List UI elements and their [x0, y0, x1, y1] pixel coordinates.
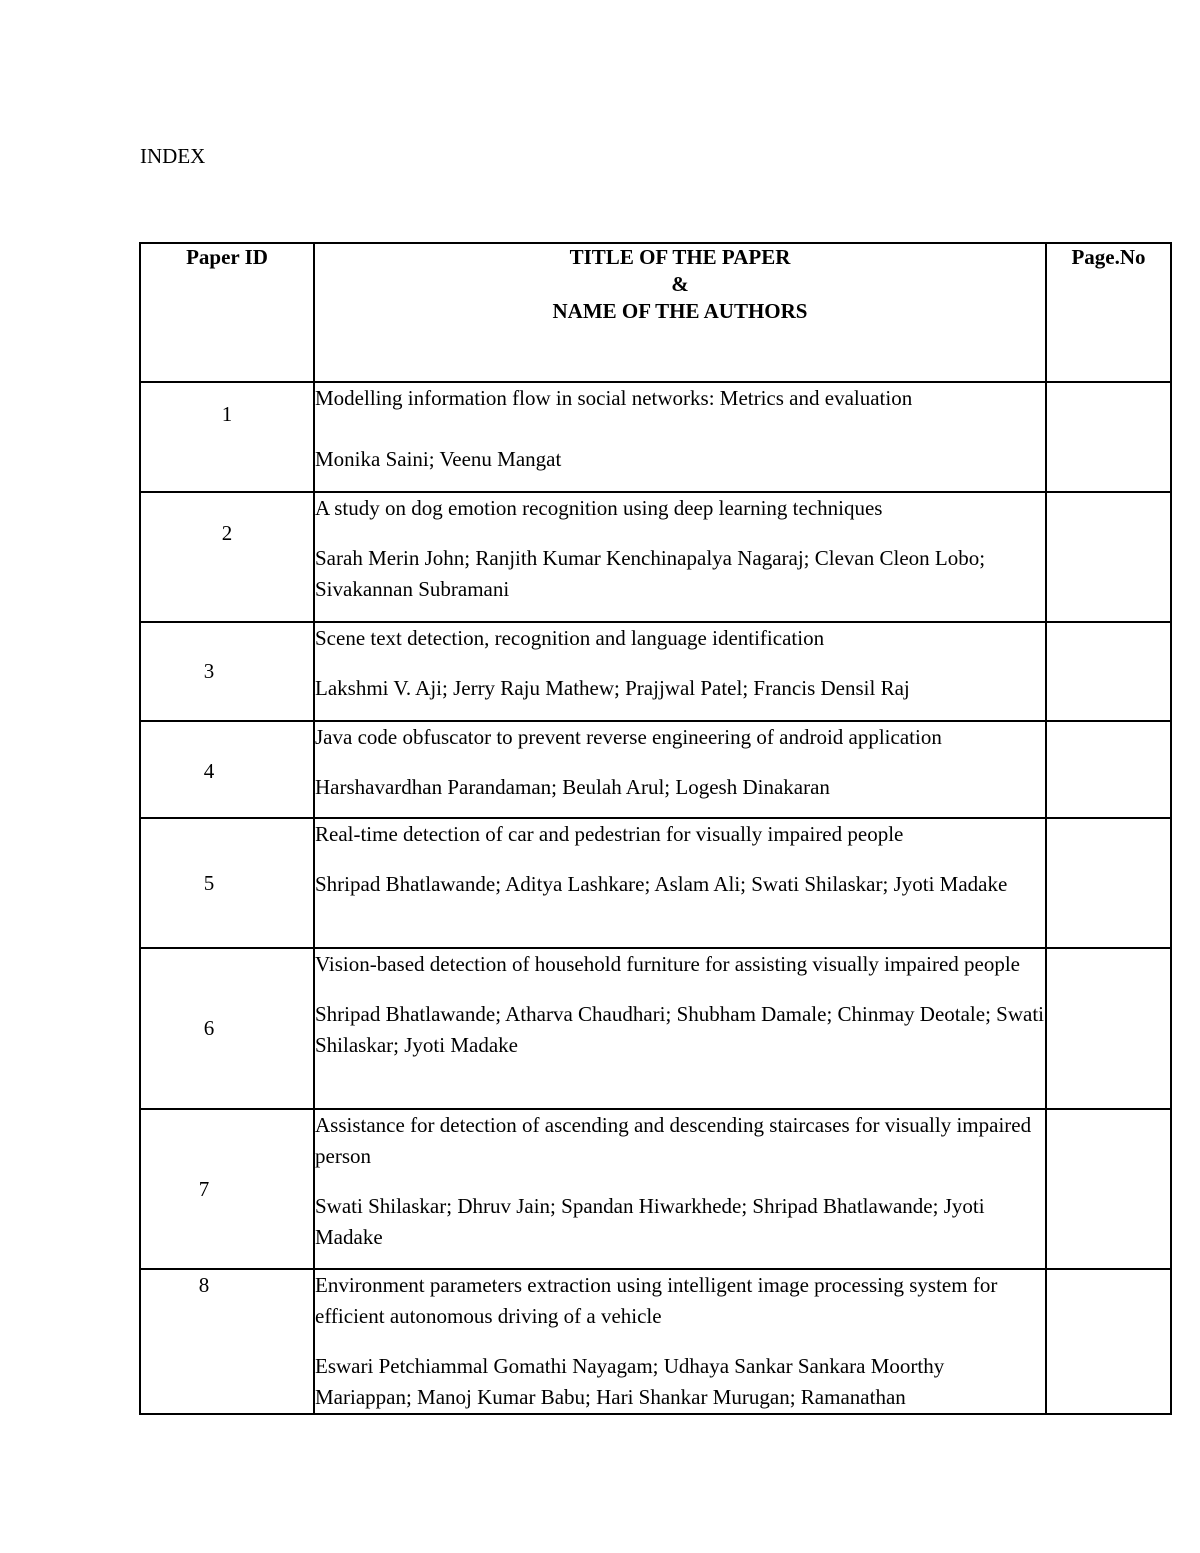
page-number — [1046, 1109, 1171, 1269]
paper-title: Java code obfuscator to prevent reverse engineering of android application — [315, 725, 942, 749]
page-number — [1046, 382, 1171, 492]
table-row — [140, 948, 1171, 1109]
index-table — [139, 242, 1172, 1415]
paper-id: 5 — [140, 818, 314, 948]
paper-id: 2 — [140, 492, 314, 622]
table-row — [140, 818, 1171, 948]
table-row — [140, 721, 1171, 818]
paper-entry — [314, 818, 1046, 948]
header-page-no: Page.No — [1046, 243, 1171, 382]
paper-authors: Lakshmi V. Aji; Jerry Raju Mathew; Prajjwal Patel; Francis Densil Raj — [315, 676, 910, 700]
page-number — [1046, 492, 1171, 622]
paper-title: Real-time detection of car and pedestrian for visually impaired people — [315, 822, 904, 846]
table-header-row — [140, 243, 1171, 382]
paper-id: 6 — [140, 948, 314, 1109]
paper-id: 1 — [140, 382, 314, 492]
paper-entry — [314, 1109, 1046, 1269]
paper-id: 3 — [140, 622, 314, 721]
table-row — [140, 382, 1171, 492]
paper-entry — [314, 721, 1046, 818]
paper-authors: Sarah Merin John; Ranjith Kumar Kenchinapalya Nagaraj; Clevan Cleon Lobo; Sivakannan Subramani — [315, 546, 986, 601]
page-number — [1046, 622, 1171, 721]
page-number — [1046, 818, 1171, 948]
paper-id: 7 — [140, 1109, 314, 1269]
paper-entry — [314, 492, 1046, 622]
paper-id: 4 — [140, 721, 314, 818]
paper-authors: Shripad Bhatlawande; Aditya Lashkare; Aslam Ali; Swati Shilaskar; Jyoti Madake — [315, 872, 1008, 896]
table-row — [140, 1109, 1171, 1269]
paper-entry — [314, 382, 1046, 492]
paper-id: 8 — [140, 1269, 314, 1414]
header-authors-line: NAME OF THE AUTHORS — [552, 299, 808, 323]
paper-authors: Monika Saini; Veenu Mangat — [315, 447, 562, 471]
page-number — [1046, 1269, 1171, 1414]
paper-entry — [314, 948, 1046, 1109]
paper-title: Assistance for detection of ascending and descending staircases for visually impaired person — [315, 1113, 1032, 1168]
header-title-line: TITLE OF THE PAPER — [569, 245, 791, 269]
page-title: INDEX — [140, 144, 206, 168]
paper-title: Modelling information flow in social networks: Metrics and evaluation — [315, 386, 913, 410]
paper-authors: Swati Shilaskar; Dhruv Jain; Spandan Hiwarkhede; Shripad Bhatlawande; Jyoti Madake — [315, 1194, 985, 1249]
table-row — [140, 492, 1171, 622]
paper-entry — [314, 622, 1046, 721]
page-number — [1046, 948, 1171, 1109]
paper-entry — [314, 1269, 1046, 1414]
table-row — [140, 622, 1171, 721]
paper-authors: Shripad Bhatlawande; Atharva Chaudhari; Shubham Damale; Chinmay Deotale; Swati Shilaskar; Jyoti Madake — [315, 1002, 1045, 1057]
paper-title: A study on dog emotion recognition using deep learning techniques — [315, 496, 883, 520]
paper-authors: Harshavardhan Parandaman; Beulah Arul; Logesh Dinakaran — [315, 775, 830, 799]
paper-title: Vision-based detection of household furniture for assisting visually impaired people — [315, 952, 1020, 976]
header-title-authors — [314, 243, 1046, 382]
paper-title: Scene text detection, recognition and language identification — [315, 626, 825, 650]
header-ampersand: & — [671, 272, 689, 296]
paper-authors: Eswari Petchiammal Gomathi Nayagam; Udhaya Sankar Sankara Moorthy Mariappan; Manoj Kumar Babu; Hari Shankar Murugan; Ramanathan — [315, 1354, 945, 1409]
table-row — [140, 1269, 1171, 1414]
page-number — [1046, 721, 1171, 818]
paper-title: Environment parameters extraction using intelligent image processing system for efficient autonomous driving of a vehicle — [315, 1273, 998, 1328]
header-paper-id: Paper ID — [140, 243, 314, 382]
